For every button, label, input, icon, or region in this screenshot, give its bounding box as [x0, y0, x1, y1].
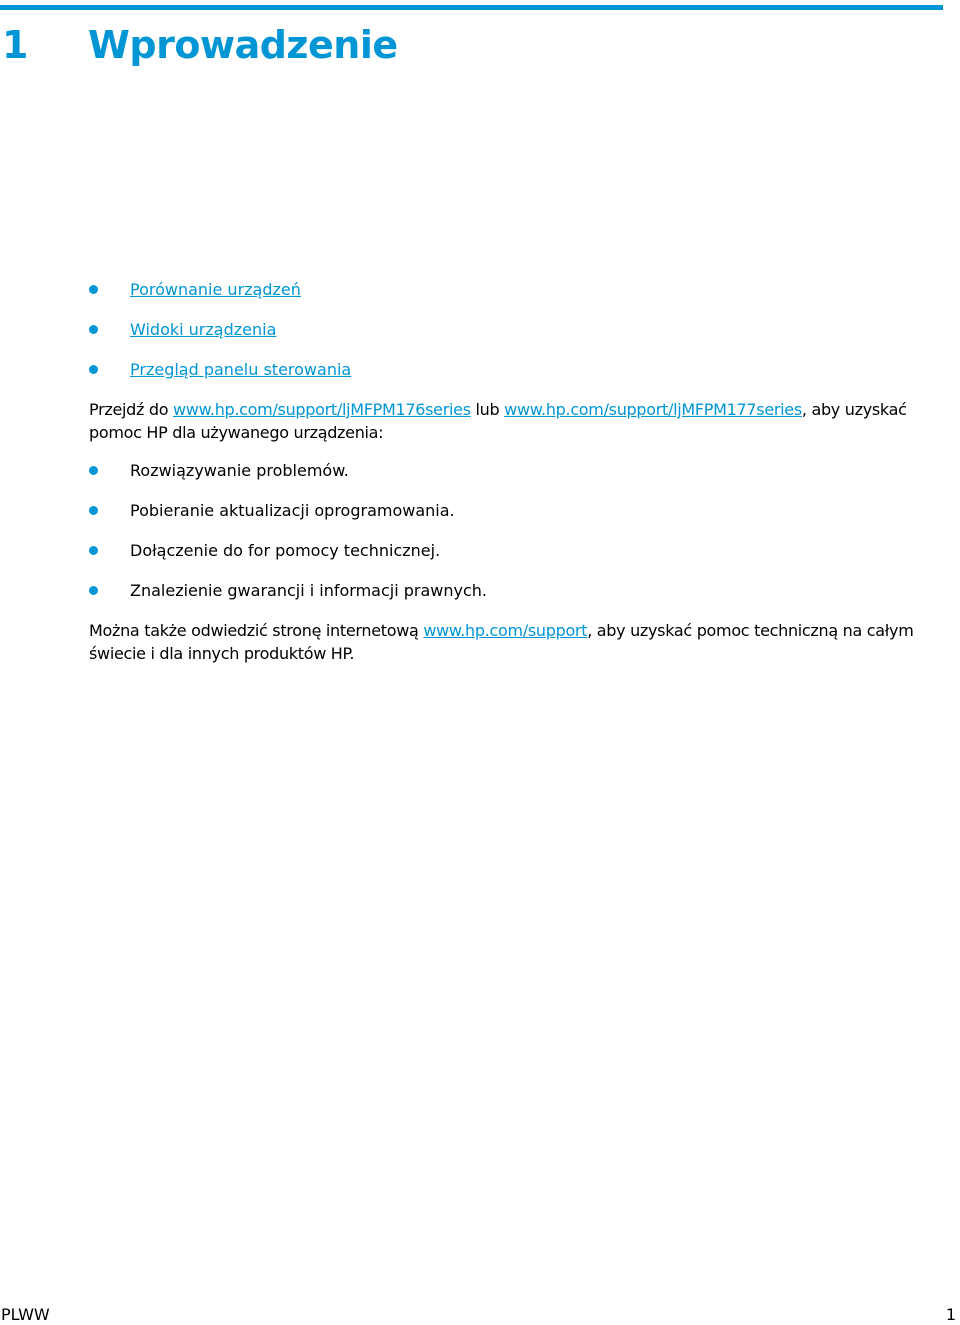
- intro-suffix: , aby uzyskać pomoc HP dla używanego urządzenia:: [89, 400, 907, 442]
- chapter-title: Wprowadzenie: [88, 23, 398, 67]
- list-item: [89, 318, 949, 341]
- intro-prefix: Przejdź do: [89, 400, 174, 419]
- bullet-icon: [89, 285, 98, 294]
- footer-locale-code: PLWW: [1, 1305, 50, 1324]
- list-item: [89, 459, 949, 482]
- list-item: [89, 358, 949, 381]
- list-item: [89, 539, 949, 562]
- bullet-icon: [89, 466, 98, 475]
- main-content: [89, 278, 949, 680]
- bullet-icon: [89, 586, 98, 595]
- closing-paragraph: [89, 619, 949, 665]
- help-topic-text: Pobieranie aktualizacji oprogramowania.: [130, 501, 455, 520]
- support-link-general[interactable]: www.hp.com/support: [423, 621, 588, 640]
- list-item: [89, 278, 949, 301]
- link-control-panel-overview[interactable]: Przegląd panelu sterowania: [130, 360, 352, 379]
- help-topic-text: Dołączenie do for pomocy technicznej.: [130, 541, 441, 560]
- link-device-views[interactable]: Widoki urządzenia: [130, 320, 277, 339]
- page-number: 1: [945, 1305, 956, 1324]
- list-item: [89, 579, 949, 602]
- closing-suffix: , aby uzyskać pomoc techniczną na całym świecie i dla innych produktów HP.: [89, 621, 914, 663]
- support-link-m176[interactable]: www.hp.com/support/ljMFPM176series: [173, 400, 471, 419]
- help-topics-list: [89, 459, 949, 602]
- bullet-icon: [89, 365, 98, 374]
- intro-middle: lub: [470, 400, 505, 419]
- bullet-icon: [89, 325, 98, 334]
- support-link-m177[interactable]: www.hp.com/support/ljMFPM177series: [504, 400, 802, 419]
- intro-paragraph: [89, 398, 949, 444]
- header-rule: [0, 5, 943, 10]
- closing-prefix: Można także odwiedzić stronę internetową: [89, 621, 424, 640]
- link-device-comparison[interactable]: Porównanie urządzeń: [130, 280, 301, 299]
- help-topic-text: Rozwiązywanie problemów.: [130, 461, 349, 480]
- help-topic-text: Znalezienie gwarancji i informacji prawnych.: [130, 581, 487, 600]
- bullet-icon: [89, 506, 98, 515]
- bullet-icon: [89, 546, 98, 555]
- chapter-number: 1: [2, 23, 28, 67]
- list-item: [89, 499, 949, 522]
- section-links-list: [89, 278, 949, 381]
